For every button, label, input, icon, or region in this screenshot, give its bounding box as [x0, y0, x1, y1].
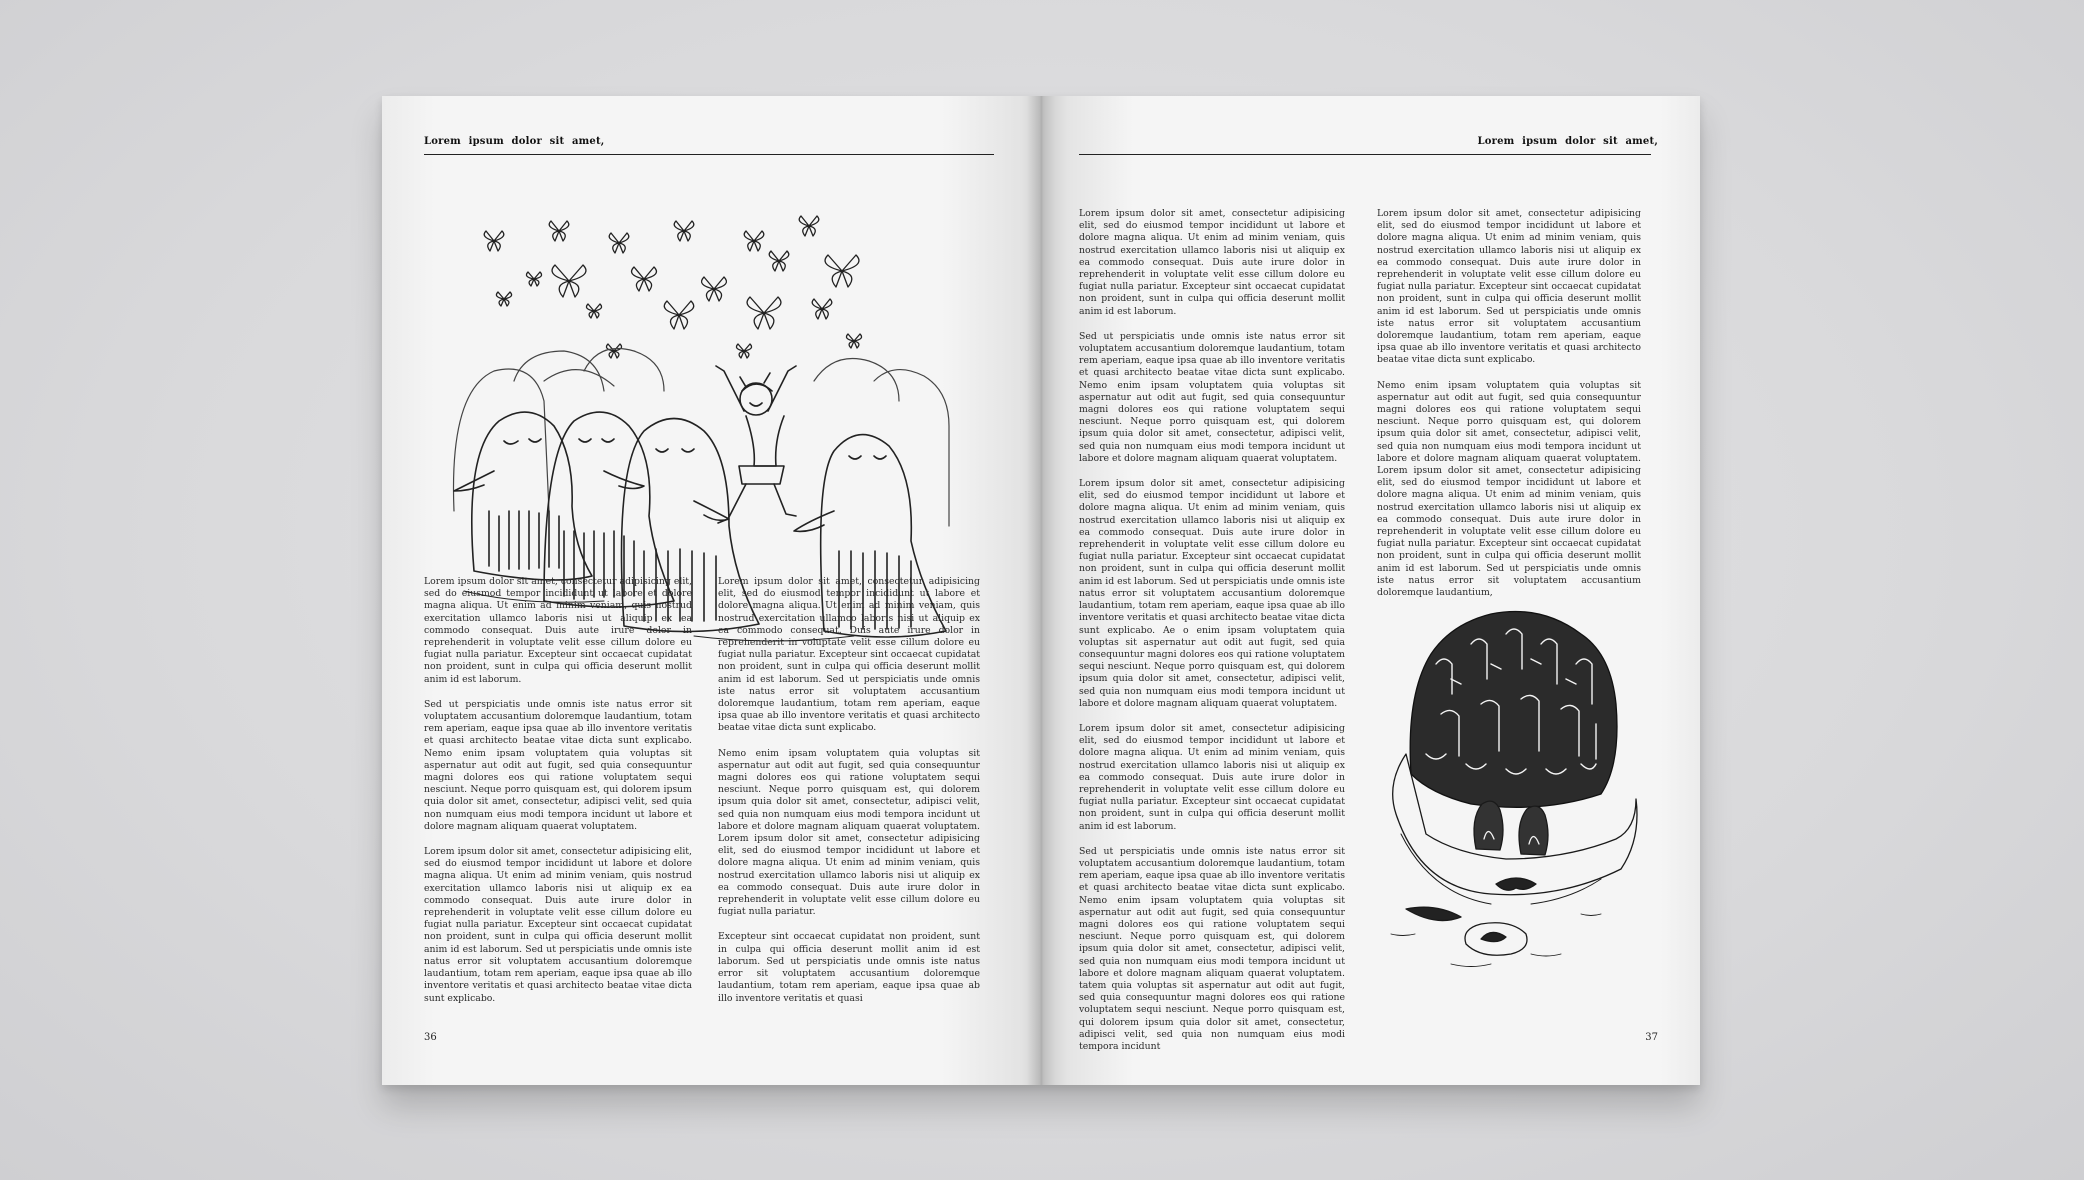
- paragraph: Sed ut perspiciatis unde omnis iste natus error sit voluptatem accusantium doloremque laudantium, totam rem aperiam, eaque ipsa quae ab illo inventore veritatis et quasi architecto beatae vitae dicta sunt explicabo. Nemo enim ipsam voluptatem quia voluptas sit aspernatur aut odit aut fugit, sed quia consequuntur magni dolores eos qui ratione voluptatem sequi nesciunt. Neque porro quisquam est, qui dolorem ipsum quia dolor sit amet, consectetur, adipisci velit, sed quia non numquam eius modi tempora incidunt ut labore et dolore magnam aliquam quaerat voluptatem.: [1079, 330, 1345, 464]
- header-rule-left: [424, 154, 994, 155]
- right-page: [1041, 96, 1700, 1085]
- paragraph: Lorem ipsum dolor sit amet, consectetur adipisicing elit, sed do eiusmod tempor incididunt ut labore et dolore magna aliqua. Ut enim ad minim veniam, quis nostrud exercitation ullamco laboris nisi ut aliquip ex ea commodo consequat. Duis aute irure dolor in reprehenderit in voluptate velit esse cillum dolore eu fugiat nulla pariatur. Excepteur sint occaecat cupidatat non proident, sunt in culpa qui officia deserunt mollit anim id est laborum. Sed ut perspiciatis unde omnis iste natus error sit voluptatem accusantium doloremque laudantium, totam rem aperiam, eaque ipsa quae ab illo inventore veritatis et quasi architecto beatae vitae dicta sunt explicabo. Ae o enim ipsam voluptatem quia voluptas sit aspernatur aut odit aut fugit, sed quia consequuntur magni dolores eos qui ratione voluptatem sequi nesciunt. Neque porro quisquam est, qui dolorem ipsum quia dolor sit amet, consectetur, adipisci velit, sed quia non numquam eius modi tempora incidunt ut labore et dolore magnam aliquam quaerat voluptatem.: [1079, 478, 1346, 709]
- paragraph: Lorem ipsum dolor sit amet, consectetur adipisicing elit, sed do eiusmod tempor incididunt ut labore et dolore magna aliqua. Ut enim ad minim veniam, quis nostrud exercitation ullamco laboris nisi ut aliquip ex ea commodo consequat. Duis aute irure dolor in reprehenderit in voluptate velit esse cillum dolore eu fugiat nulla pariatur. Excepteur sint occaecat cupidatat non proident, sunt in culpa qui officia deserunt mollit anim id est laborum. Sed ut perspiciatis unde omnis iste natus error sit voluptatem accusantium doloremque laudantium, totam rem aperiam, eaque ipsa quae ab illo inventore veritatis et quasi architecto beatae vitae dicta sunt explicabo.: [424, 846, 692, 1004]
- magazine-spread: [382, 96, 1700, 1085]
- running-head-left: Lorem ipsum dolor sit amet,: [424, 136, 605, 147]
- right-column-2: [1377, 208, 1641, 599]
- paragraph: Nemo enim ipsam voluptatem quia voluptas sit aspernatur aut odit aut fugit, sed quia consequuntur magni dolores eos qui ratione voluptatem sequi nesciunt. Neque porro quisquam est, qui dolorem ipsum quia dolor sit amet, consectetur, adipisci velit, sed quia non numquam eius modi tempora incidunt ut labore et dolore magnam aliquam quaerat voluptatem. Lorem ipsum dolor sit amet, consectetur adipisicing elit, sed do eiusmod tempor incididunt ut labore et dolore magna aliqua. Ut enim ad minim veniam, quis nostrud exercitation ullamco laboris nisi ut aliquip ex ea commodo consequat. Duis aute irure dolor in reprehenderit in voluptate velit esse cillum dolore eu fugiat nulla pariatur. Excepteur sint occaecat cupidatat non proident, sunt in culpa qui officia deserunt mollit anim id est laborum. Sed ut perspiciatis unde omnis iste natus error sit voluptatem accusantium doloremque laudantium,: [1377, 379, 1641, 599]
- right-column-1: [1079, 208, 1346, 1052]
- paragraph: Excepteur sint occaecat cupidatat non proident, sunt in culpa qui officia deserunt mollit anim id est laborum. Sed ut perspiciatis unde omnis iste natus error sit voluptatem accusantium doloremque laudantium, totam rem aperiam, eaque ipsa quae ab illo inventore veritatis et quasi: [718, 931, 980, 1004]
- paragraph: Lorem ipsum dolor sit amet, consectetur adipisicing elit, sed do eiusmod tempor incididunt ut labore et dolore magna aliqua. Ut enim ad minim veniam, quis nostrud exercitation ullamco laboris nisi ut aliquip ex ea commodo consequat. Duis aute irure dolor in reprehenderit in voluptate velit esse cillum dolore eu fugiat nulla pariatur. Excepteur sint occaecat cupidatat non proident, sunt in culpa qui officia deserunt mollit anim id est laborum. Sed ut perspiciatis unde omnis iste natus error sit voluptatem accusantium doloremque laudantium, totam rem aperiam, eaque ipsa quae ab illo inventore veritatis et quasi architecto beatae vitae dicta sunt explicabo.: [718, 576, 980, 734]
- paragraph: Lorem ipsum dolor sit amet, consectetur adipisicing elit, sed do eiusmod tempor incididunt ut labore et dolore magna aliqua. Ut enim ad minim veniam, quis nostrud exercitation ullamco laboris nisi ut aliquip ex ea commodo consequat. Duis aute irure dolor in reprehenderit in voluptate velit esse cillum dolore eu fugiat nulla pariatur. Excepteur sint occaecat cupidatat non proident, sunt in culpa qui officia deserunt mollit anim id est laborum.: [1079, 208, 1345, 317]
- left-column-1: [424, 576, 692, 1006]
- page-number-right: 37: [1645, 1032, 1658, 1043]
- paragraph: Lorem ipsum dolor sit amet, consectetur adipisicing elit, sed do eiusmod tempor incididunt ut labore et dolore magna aliqua. Ut enim ad minim veniam, quis nostrud exercitation ullamco laboris nisi ut aliquip ex ea commodo consequat. Duis aute irure dolor in reprehenderit in voluptate velit esse cillum dolore eu fugiat nulla pariatur. Excepteur sint occaecat cupidatat non proident, sunt in culpa qui officia deserunt mollit anim id est laborum.: [1079, 722, 1345, 832]
- left-page: [382, 96, 1041, 1085]
- running-head-right: Lorem ipsum dolor sit amet,: [1477, 136, 1658, 147]
- spine-shadow: [1027, 96, 1055, 1085]
- penguins-iceberg-illustration-icon: [1381, 604, 1643, 988]
- paragraph: Nemo enim ipsam voluptatem quia voluptas sit aspernatur aut odit aut fugit, sed quia consequuntur magni dolores eos qui ratione voluptatem sequi nesciunt. Neque porro quisquam est, qui dolorem ipsum quia dolor sit amet, consectetur, adipisci velit, sed quia non numquam eius modi tempora incidunt ut labore et dolore magnam aliquam quaerat voluptatem. Lorem ipsum dolor sit amet, consectetur adipisicing elit, sed do eiusmod tempor incididunt ut labore et dolore magna aliqua. Ut enim ad minim veniam, quis nostrud exercitation ullamco laboris nisi ut aliquip ex ea commodo consequat. Duis aute irure dolor in reprehenderit in voluptate velit esse cillum dolore eu fugiat nulla pariatur.: [718, 747, 980, 918]
- header-rule-right: [1079, 154, 1651, 155]
- paragraph: Sed ut perspiciatis unde omnis iste natus error sit voluptatem accusantium doloremque laudantium, totam rem aperiam, eaque ipsa quae ab illo inventore veritatis et quasi architecto beatae vitae dicta sunt explicabo. Nemo enim ipsam voluptatem quia voluptas sit aspernatur aut odit aut fugit, sed quia consequuntur magni dolores eos qui ratione voluptatem sequi nesciunt. Neque porro quisquam est, qui dolorem ipsum quia dolor sit amet, consectetur, adipisci velit, sed quia non numquam eius modi tempora incidunt ut labore et dolore magnam aliquam quaerat voluptatem. tatem quia voluptas sit aspernatur aut odit aut fugit, sed quia consequuntur magni dolores eos qui ratione voluptatem sequi nesciunt. Neque porro quisquam est, qui dolorem ipsum quia dolor sit amet, consectetur, adipisci velit, sed quia non numquam eius modi tempora incidunt: [1079, 845, 1345, 1052]
- paragraph: Sed ut perspiciatis unde omnis iste natus error sit voluptatem accusantium doloremque laudantium, totam rem aperiam, eaque ipsa quae ab illo inventore veritatis et quasi architecto beatae vitae dicta sunt explicabo. Nemo enim ipsam voluptatem quia voluptas sit aspernatur aut odit aut fugit, sed quia consequuntur magni dolores eos qui ratione voluptatem sequi nesciunt. Neque porro quisquam est, qui dolorem ipsum quia dolor sit amet, consectetur, adipisci velit, sed quia non numquam eius modi tempora incidunt ut labore et dolore magnam aliquam quaerat voluptatem.: [424, 698, 692, 832]
- paragraph: Lorem ipsum dolor sit amet, consectetur adipisicing elit, sed do eiusmod tempor incididunt ut labore et dolore magna aliqua. Ut enim ad minim veniam, quis nostrud exercitation ullamco laboris nisi ut aliquip ex ea commodo consequat. Duis aute irure dolor in reprehenderit in voluptate velit esse cillum dolore eu fugiat nulla pariatur. Excepteur sint occaecat cupidatat non proident, sunt in culpa qui officia deserunt mollit anim id est laborum.: [424, 576, 692, 685]
- left-column-2: [718, 576, 980, 1006]
- paragraph: Lorem ipsum dolor sit amet, consectetur adipisicing elit, sed do eiusmod tempor incididunt ut labore et dolore magna aliqua. Ut enim ad minim veniam, quis nostrud exercitation ullamco laboris nisi ut aliquip ex ea commodo consequat. Duis aute irure dolor in reprehenderit in voluptate velit esse cillum dolore eu fugiat nulla pariatur. Excepteur sint occaecat cupidatat non proident, sunt in culpa qui officia deserunt mollit anim id est laborum. Sed ut perspiciatis unde omnis iste natus error sit voluptatem accusantium doloremque laudantium, totam rem aperiam, eaque ipsa quae ab illo inventore veritatis et quasi architecto beatae vitae dicta sunt explicabo.: [1377, 208, 1641, 366]
- page-number-left: 36: [424, 1032, 437, 1043]
